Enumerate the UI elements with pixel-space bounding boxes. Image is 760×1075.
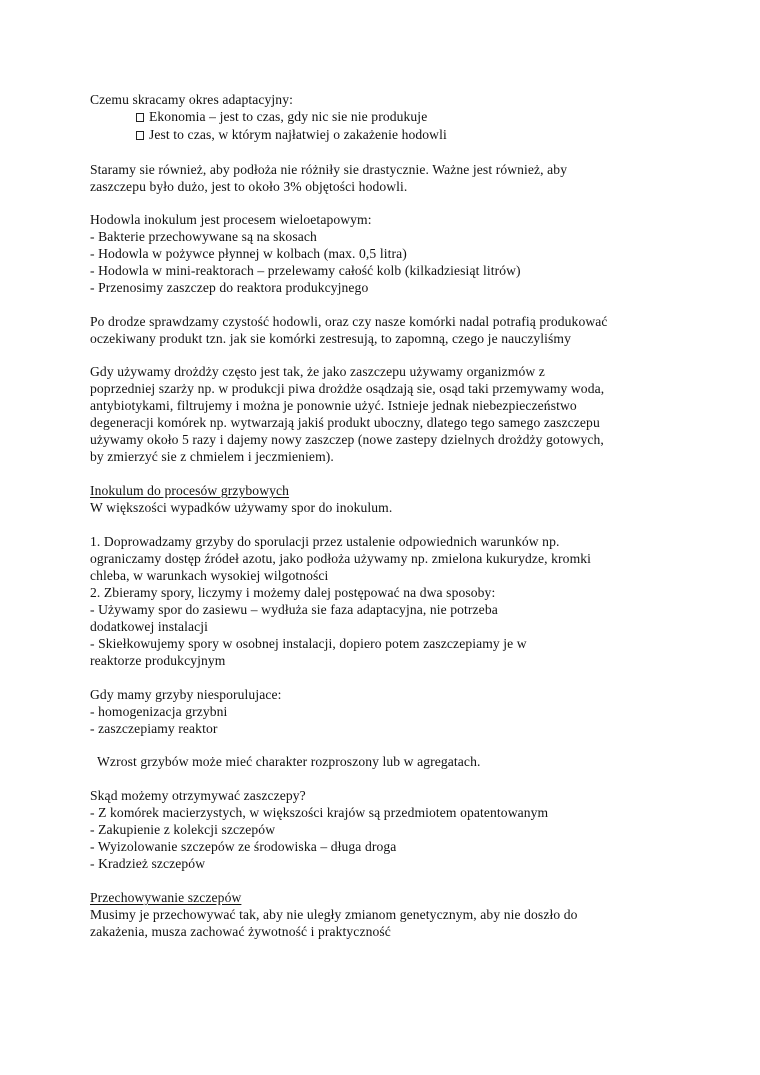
text-line: antybiotykami, filtrujemy i można je ponownie użyć. Istnieje jednak niebezpieczeństwo — [90, 398, 577, 413]
text-line: 2. Zbieramy spory, liczymy i możemy dalej postępować na dwa sposoby: — [90, 585, 496, 600]
list-item: - zaszczepiamy reaktor — [90, 721, 218, 736]
section-heading-grzyby: Inokulum do procesów grzybowych — [90, 483, 290, 498]
list-item: - Używamy spor do zasiewu – wydłuża sie faza adaptacyjna, nie potrzeba — [90, 602, 498, 617]
list-item: - Bakterie przechowywane są na skosach — [90, 229, 317, 244]
text-line: używamy około 5 razy i dajemy nowy zaszczep (nowe zastepy dzielnych drożdży gotowych, — [90, 432, 604, 447]
text-line: Po drodze sprawdzamy czystość hodowli, oraz czy nasze komórki nadal potrafią produkować — [90, 314, 608, 329]
list-item: - Z komórek macierzystych, w większości krajów są przedmiotem opatentowanym — [90, 805, 549, 820]
text-line: poprzedniej szarży np. w produkcji piwa drożdże osądzają sie, osąd taki przemywamy woda, — [90, 381, 605, 396]
list-item: - Wyizolowanie szczepów ze środowiska – długa droga — [90, 839, 397, 854]
text-line: Skąd możemy otrzymywać zaszczepy? — [90, 788, 306, 803]
list-item: - homogenizacja grzybni — [90, 704, 228, 719]
text-line: degeneracji komórek np. wytwarzają jakiś produkt uboczny, dlatego tego samego zaszczepu — [90, 415, 600, 430]
text-line: oczekiwany produkt tzn. jak sie komórki zestresują, to zapomną, czego je nauczyliśmy — [90, 331, 572, 346]
text-line: Hodowla inokulum jest procesem wieloetapowym: — [90, 212, 372, 227]
text-line: dodatkowej instalacji — [90, 619, 208, 634]
list-item: - Przenosimy zaszczep do reaktora produkcyjnego — [90, 280, 369, 295]
text-line: reaktorze produkcyjnym — [90, 653, 226, 668]
checkbox-glyph-icon — [136, 131, 144, 140]
text-line: Gdy używamy drożdży często jest tak, że jako zaszczepu używamy organizmów z — [90, 364, 545, 379]
text-line: Musimy je przechowywać tak, aby nie uległy zmianom genetycznym, aby nie doszło do — [90, 907, 578, 922]
text-line: Wzrost grzybów może mieć charakter rozproszony lub w agregatach. — [97, 754, 481, 769]
text-line: zakażenia, musza zachować żywotność i praktyczność — [90, 924, 391, 939]
intro-question: Czemu skracamy okres adaptacyjny: — [90, 92, 293, 107]
intro-bullet-1: Ekonomia – jest to czas, gdy nic sie nie produkuje — [136, 108, 427, 125]
text-line: ograniczamy dostęp źródeł azotu, jako podłoża używamy np. zmielona kukurydze, kromki — [90, 551, 592, 566]
section-heading-przechowywanie: Przechowywanie szczepów — [90, 890, 242, 905]
list-item: - Kradzież szczepów — [90, 856, 206, 871]
text-line: zaszczepu było dużo, jest to około 3% objętości hodowli. — [90, 179, 408, 194]
list-item: - Zakupienie z kolekcji szczepów — [90, 822, 276, 837]
text-line: Staramy sie również, aby podłoża nie różniły sie drastycznie. Ważne jest również, aby — [90, 162, 568, 177]
list-item: - Hodowla w pożywce płynnej w kolbach (max. 0,5 litra) — [90, 246, 407, 261]
text-line: chleba, w warunkach wysokiej wilgotności — [90, 568, 329, 583]
list-item: - Skiełkowujemy spory w osobnej instalacji, dopiero potem zaszczepiamy je w — [90, 636, 527, 651]
intro-bullet-2: Jest to czas, w którym najłatwiej o zakażenie hodowli — [136, 126, 447, 143]
list-item: - Hodowla w mini-reaktorach – przelewamy całość kolb (kilkadziesiąt litrów) — [90, 263, 521, 278]
text-line: Gdy mamy grzyby niesporulujace: — [90, 687, 282, 702]
text-line: 1. Doprowadzamy grzyby do sporulacji przez ustalenie odpowiednich warunków np. — [90, 534, 560, 549]
text-line: by zmierzyć sie z chmielem i jeczmieniem). — [90, 449, 334, 464]
text-line: W większości wypadków używamy spor do inokulum. — [90, 500, 393, 515]
checkbox-glyph-icon — [136, 113, 144, 122]
